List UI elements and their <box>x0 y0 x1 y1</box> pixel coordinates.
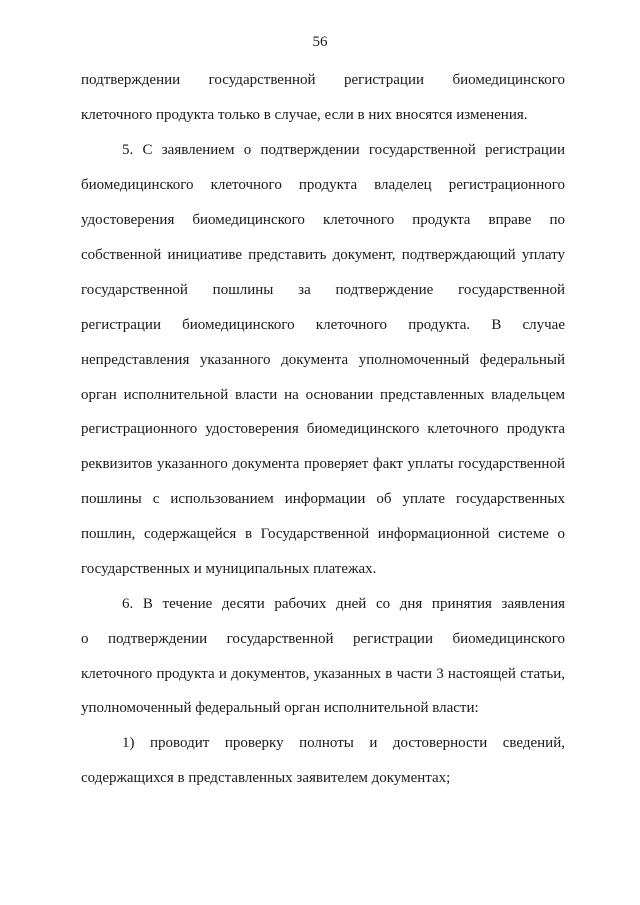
text-line: реквизитов указанного документа проверяет факт уплаты государственной <box>81 456 565 472</box>
text-line: орган исполнительной власти на основании представленных владельцем <box>81 387 565 403</box>
list-item-start-line: 1) проводит проверку полноты и достоверности сведений, <box>122 735 565 751</box>
text-line: регистрационного удостоверения биомедицинского клеточного продукта <box>81 421 565 437</box>
text-line: регистрации биомедицинского клеточного продукта. В случае <box>81 317 565 333</box>
text-line: удостоверения биомедицинского клеточного продукта вправе по <box>81 212 565 228</box>
paragraph-start-line: 6. В течение десяти рабочих дней со дня принятия заявления <box>122 596 565 612</box>
text-line: пошлин, содержащейся в Государственной информационной системе о <box>81 526 565 542</box>
text-line: уполномоченный федеральный орган исполнительной власти: <box>81 700 479 716</box>
text-line: клеточного продукта и документов, указанных в части 3 настоящей статьи, <box>81 666 565 682</box>
text-line: собственной инициативе представить документ, подтверждающий уплату <box>81 247 565 263</box>
page-number: 56 <box>312 34 328 50</box>
text-line: клеточного продукта только в случае, если в них вносятся изменения. <box>81 107 528 123</box>
text-line: пошлины с использованием информации об уплате государственных <box>81 491 565 507</box>
text-line: государственных и муниципальных платежах. <box>81 561 377 577</box>
text-line: содержащихся в представленных заявителем документах; <box>81 770 451 786</box>
text-line: о подтверждении государственной регистрации биомедицинского <box>81 631 565 647</box>
text-line: подтверждении государственной регистрации биомедицинского <box>81 72 565 88</box>
text-line: непредставления указанного документа уполномоченный федеральный <box>81 352 565 368</box>
text-line: биомедицинского клеточного продукта владелец регистрационного <box>81 177 565 193</box>
paragraph-start-line: 5. С заявлением о подтверждении государственной регистрации <box>122 142 565 158</box>
text-line: государственной пошлины за подтверждение государственной <box>81 282 565 298</box>
